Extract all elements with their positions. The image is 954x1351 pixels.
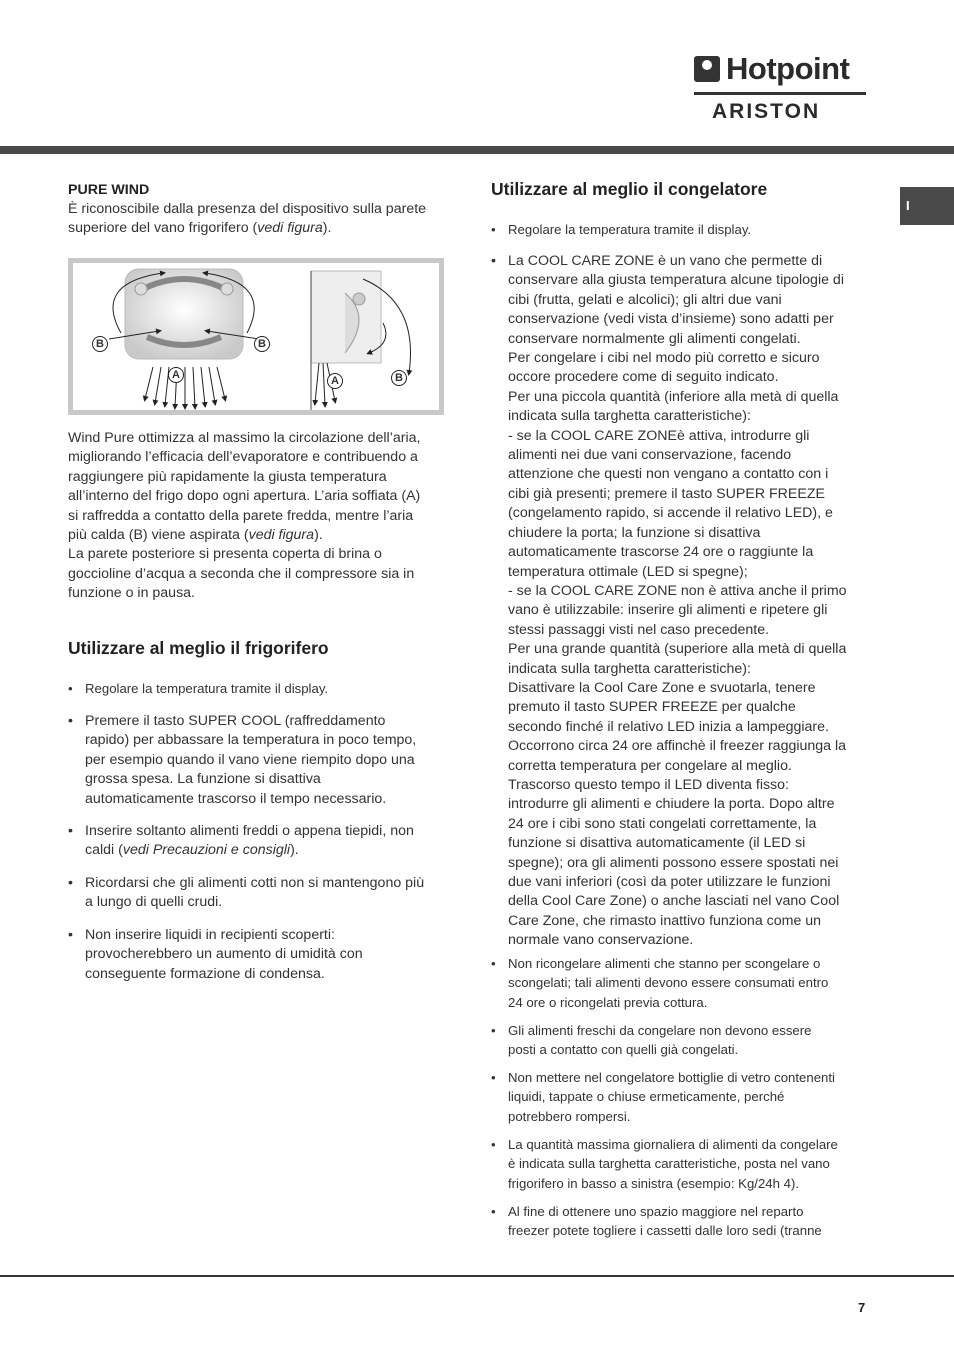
fridge-tips-list bbox=[68, 679, 453, 698]
brand-logo bbox=[694, 52, 868, 126]
pure-wind-title: PURE WIND bbox=[68, 182, 150, 198]
freezer-tips-list-7 bbox=[491, 1202, 876, 1241]
pure-wind-intro: È riconoscibile dalla presenza del dispositivo sulla parete superiore del vano frigorifero (vedi figura). bbox=[68, 201, 427, 237]
label-a-front: A bbox=[168, 367, 184, 383]
list-item: • Regolare la temperatura tramite il display. bbox=[68, 679, 453, 698]
logo-divider bbox=[694, 92, 866, 95]
label-b-right: B bbox=[254, 336, 270, 352]
label-a-side: A bbox=[327, 373, 343, 389]
list-item: • Al fine di ottenere uno spazio maggiore nel reparto freezer potete togliere i cassetti dalle loro sedi (tranne bbox=[491, 1202, 876, 1241]
freezer-section-title: Utilizzare al meglio il congelatore bbox=[491, 179, 768, 199]
page-number: 7 bbox=[858, 1300, 866, 1315]
freezer-tips-list-4 bbox=[491, 1021, 876, 1060]
language-tab: I bbox=[900, 187, 954, 225]
fridge-tips-list-2 bbox=[68, 712, 453, 809]
freezer-tips-list-1 bbox=[491, 220, 876, 239]
list-item: • Non inserire liquidi in recipienti scoperti: provocherebbero un aumento di umidità con conseguente formazione di condensa. bbox=[68, 926, 453, 984]
freezer-tips-list-2 bbox=[491, 252, 876, 951]
list-item: • Regolare la temperatura tramite il display. bbox=[491, 220, 876, 239]
logo-sub-brand: ARISTON bbox=[712, 100, 821, 123]
logo-brand-name: Hotpoint bbox=[726, 51, 850, 86]
fridge-tips-list-5 bbox=[68, 926, 453, 984]
list-item: • Non ricongelare alimenti che stanno per scongelare o scongelati; tali alimenti devono essere consumati entro 24 ore o ricongelati previa cottura. bbox=[491, 954, 876, 1012]
pure-wind-figure bbox=[68, 258, 444, 415]
wind-pure-paragraph: Wind Pure ottimizza al massimo la circolazione dell’aria, migliorando l’efficacia dell’evaporatore e contribuendo a raggiungere più rapidamente la giusta temperatura all’interno del frigo dopo ogni apertura. L’aria soffiata (A) si raffredda a contatto della parete fredda, mentre l’aria più calda (B) viene aspirata (vedi figura). La parete posteriore si presenta coperta di brina o goccioline d’acqua a seconda che il compressore sia in funzione o in pausa. bbox=[68, 430, 421, 602]
fridge-tips-list-4 bbox=[68, 874, 453, 913]
pure-wind-diagram bbox=[73, 263, 439, 410]
list-item: • Premere il tasto SUPER COOL (raffreddamento rapido) per abbassare la temperatura in poco tempo, per esempio quando il vano viene riempito dopo una grossa spesa. La funzione si disattiva automaticamente trascorso il tempo necessario. bbox=[68, 712, 453, 809]
freezer-tips-list-6 bbox=[491, 1135, 876, 1193]
list-item: • La COOL CARE ZONE è un vano che permette di conservare alla giusta temperatura alcune tipologie di cibi (frutta, gelati e alcolici); gli altri due vani conservazione (vedi vista d’insieme) sono adatti per conservare normalmente gli alimenti congelati. Per congelare i cibi nel modo più corretto e sicuro occore procedere come di seguito indicato. Per una piccola quantità (inferiore alla metà di quella indicata sulla targhetta caratteristiche): - se la COOL CARE ZONEè attiva, introdurre gli alimenti nei due vani conservazione, facendo attenzione che questi non vengano a contatto con i cibi già presenti; premere il tasto SUPER FREEZE (congelamento rapido, si accende il relativo LED), e chiudere la porta; la funzione si disattiva automaticamente trascorse 24 ore o raggiunte la temperatura ottimale (LED si spegne); - se la COOL CARE ZONE non è attiva anche il primo vano è utilizzabile: inserire gli alimenti e ripetere gli stessi passaggi visti nel caso precedente. Per una grande quantità (superiore alla metà di quella indicata sulla targhetta caratteristiche): Disattivare la Cool Care Zone e svuotarla, tenere premuto il tasto SUPER FREEZE per qualche secondo finché il relativo LED inizia a lampeggiare. Occorrono circa 24 ore affinchè il freezer raggiunga la corretta temperatura per congelare al meglio. Trascorso questo tempo il LED diventa fisso: introdurre gli alimenti e chiudere la porta. Dopo altre 24 ore i cibi sono stati congelati correttamente, la funzione si disattiva automaticamente (il LED si spegne); ora gli alimenti possono essere spostati nei due vani inferiori (così da poter utilizzare le funzioni della Cool Care Zone) o anche lasciati nel vano Cool Care Zone, che rimasto inattivo funziona come un normale vano conservazione. bbox=[491, 252, 876, 951]
header-bar bbox=[0, 146, 954, 154]
list-item: • Gli alimenti freschi da congelare non devono essere posti a contatto con quelli già congelati. bbox=[491, 1021, 876, 1060]
label-b-left: B bbox=[92, 336, 108, 352]
freezer-tips-list-5 bbox=[491, 1068, 876, 1126]
fridge-tips-list-3 bbox=[68, 822, 453, 861]
freezer-tips-list-3 bbox=[491, 954, 876, 1012]
list-item: • Non mettere nel congelatore bottiglie di vetro contenenti liquidi, tappate o chiuse ermeticamente, perché potrebbero rompersi. bbox=[491, 1068, 876, 1126]
footer-divider bbox=[0, 1275, 954, 1277]
logo-mark-icon bbox=[694, 56, 720, 82]
list-item: • La quantità massima giornaliera di alimenti da congelare è indicata sulla targhetta caratteristiche, posta nel vano frigorifero in basso a sinistra (esempio: Kg/24h 4). bbox=[491, 1135, 876, 1193]
label-b-side: B bbox=[391, 370, 407, 386]
fridge-section-title: Utilizzare al meglio il frigorifero bbox=[68, 638, 329, 658]
list-item: • Inserire soltanto alimenti freddi o appena tiepidi, non caldi (vedi Precauzioni e consigli). bbox=[68, 822, 453, 861]
list-item: • Ricordarsi che gli alimenti cotti non si mantengono più a lungo di quelli crudi. bbox=[68, 874, 453, 913]
